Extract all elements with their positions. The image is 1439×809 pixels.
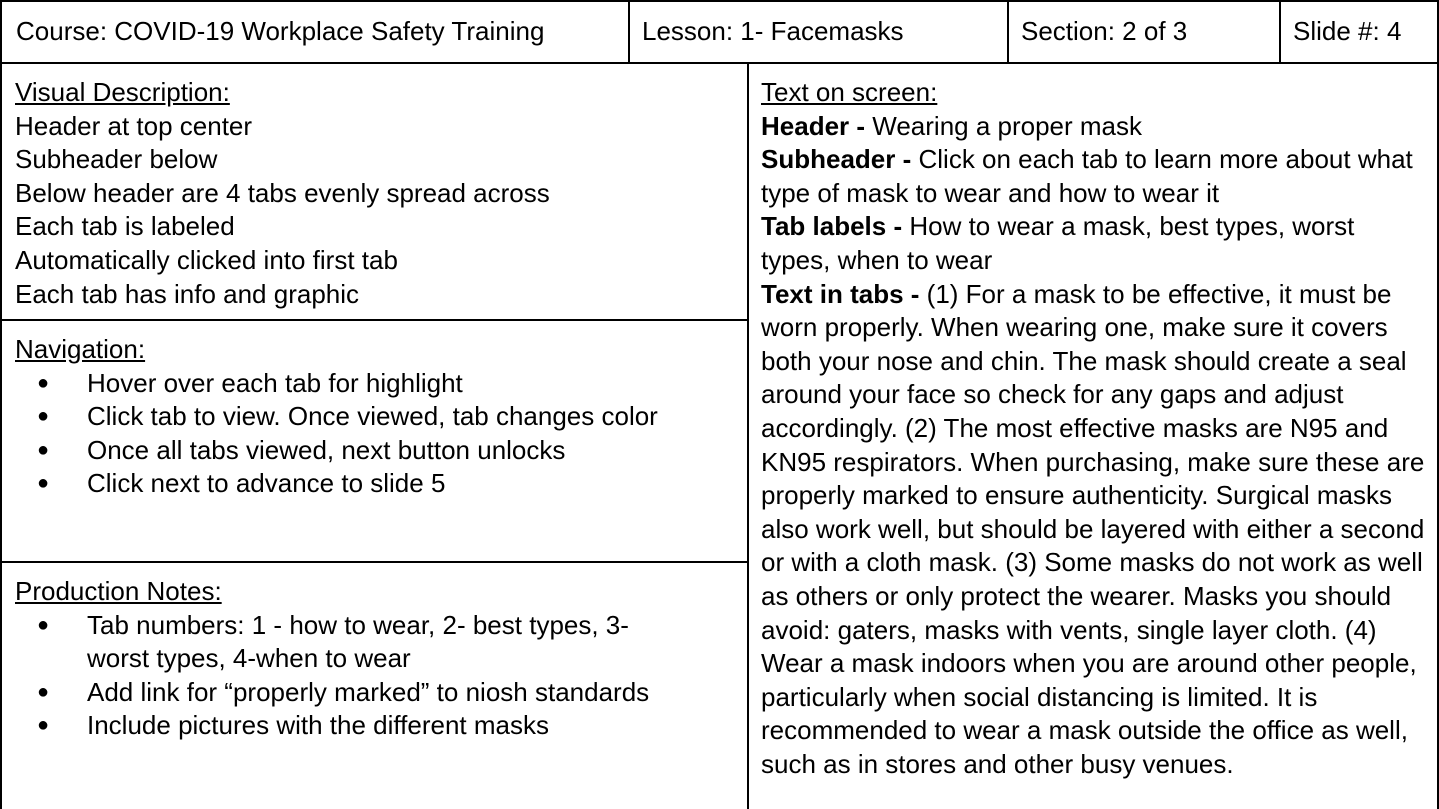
bullet-icon: ● [37,613,50,636]
section-cell [1007,0,1281,64]
text-on-screen-cell [747,62,1439,809]
lesson-cell [628,0,1009,64]
production-note-text: Add link for “properly marked” to niosh standards [87,676,650,707]
list-item [15,400,741,434]
list-item [15,434,741,468]
navigation-cell [0,319,749,563]
entry-text: Wearing a proper mask [872,110,1143,141]
slide-number: Slide #: 4 [1293,16,1402,46]
list-item [15,709,741,743]
course-cell [0,0,630,64]
list-item [15,467,741,501]
visual-description-cell [0,62,749,321]
navigation-list [15,367,741,501]
visual-description-line: Each tab is labeled [15,211,235,242]
bullet-icon: ● [37,438,50,461]
production-note-text: Tab numbers: 1 - how to wear, 2- best types, 3- worst types, 4-when to wear [87,609,629,674]
navigation-item-text: Click tab to view. Once viewed, tab changes color [87,401,658,432]
navigation-item-text: Click next to advance to slide 5 [87,468,446,499]
entry-label: Subheader - [761,144,919,175]
bullet-icon: ● [37,680,50,703]
entry-label: Text in tabs - [761,278,927,309]
list-item [15,367,741,401]
list-item [15,676,741,710]
visual-description-heading: Visual Description: [15,77,230,107]
bullet-icon: ● [37,714,50,737]
lesson-title: Lesson: 1- Facemasks [642,16,904,46]
bullet-icon: ● [37,371,50,394]
visual-description-line: Below header are 4 tabs evenly spread across [15,177,550,208]
visual-description-line: Each tab has info and graphic [15,278,360,309]
header-entry [761,110,1429,144]
navigation-heading: Navigation: [15,334,146,364]
section-number: Section: 2 of 3 [1021,16,1188,46]
production-notes-cell [0,561,749,809]
list-item [15,609,741,676]
subheader-entry [761,143,1429,210]
text-on-screen-heading: Text on screen: [761,77,938,107]
visual-description-line: Subheader below [15,144,218,175]
entry-text: (1) For a mask to be effective, it must be worn properly. When wearing one, make sure it covers both your nose and chin. The mask should create a seal around your face so check for any gaps and adjust accordingly. (2) The most effective masks are N95 and KN95 respirators. When purchasing, make sure these are properly marked to ensure authenticity. Surgical masks also work well, but should be layered with either a second or with a cloth mask. (3) Some masks do not work as well as others or only protect the wearer. Masks you should avoid: gaters, masks with vents, single layer cloth. (4) Wear a mask indoors when you are around other people, particularly when social distancing is limited. It is recommended to wear a mask outside the office as well, such as in stores and other busy venues. [761,278,1425,779]
course-title: Course: COVID-19 Workplace Safety Training [16,16,545,46]
production-notes-list [15,609,741,743]
entry-text: Click on each tab to learn more about what type of mask to wear and how to wear it [761,144,1413,208]
production-note-text: Include pictures with the different masks [87,710,549,741]
entry-text: How to wear a mask, best types, worst types, when to wear [761,211,1355,275]
navigation-item-text: Hover over each tab for highlight [87,367,463,398]
navigation-item-text: Once all tabs viewed, next button unlocks [87,434,566,465]
tab-text-entry [761,278,1429,782]
tab-labels-entry [761,210,1429,277]
bullet-icon: ● [37,405,50,428]
visual-description-line: Automatically clicked into first tab [15,244,398,275]
entry-label: Tab labels - [761,211,910,242]
slide-cell [1279,0,1439,64]
bullet-icon: ● [37,472,50,495]
entry-label: Header - [761,110,873,141]
production-notes-heading: Production Notes: [15,576,222,606]
visual-description-line: Header at top center [15,110,253,141]
